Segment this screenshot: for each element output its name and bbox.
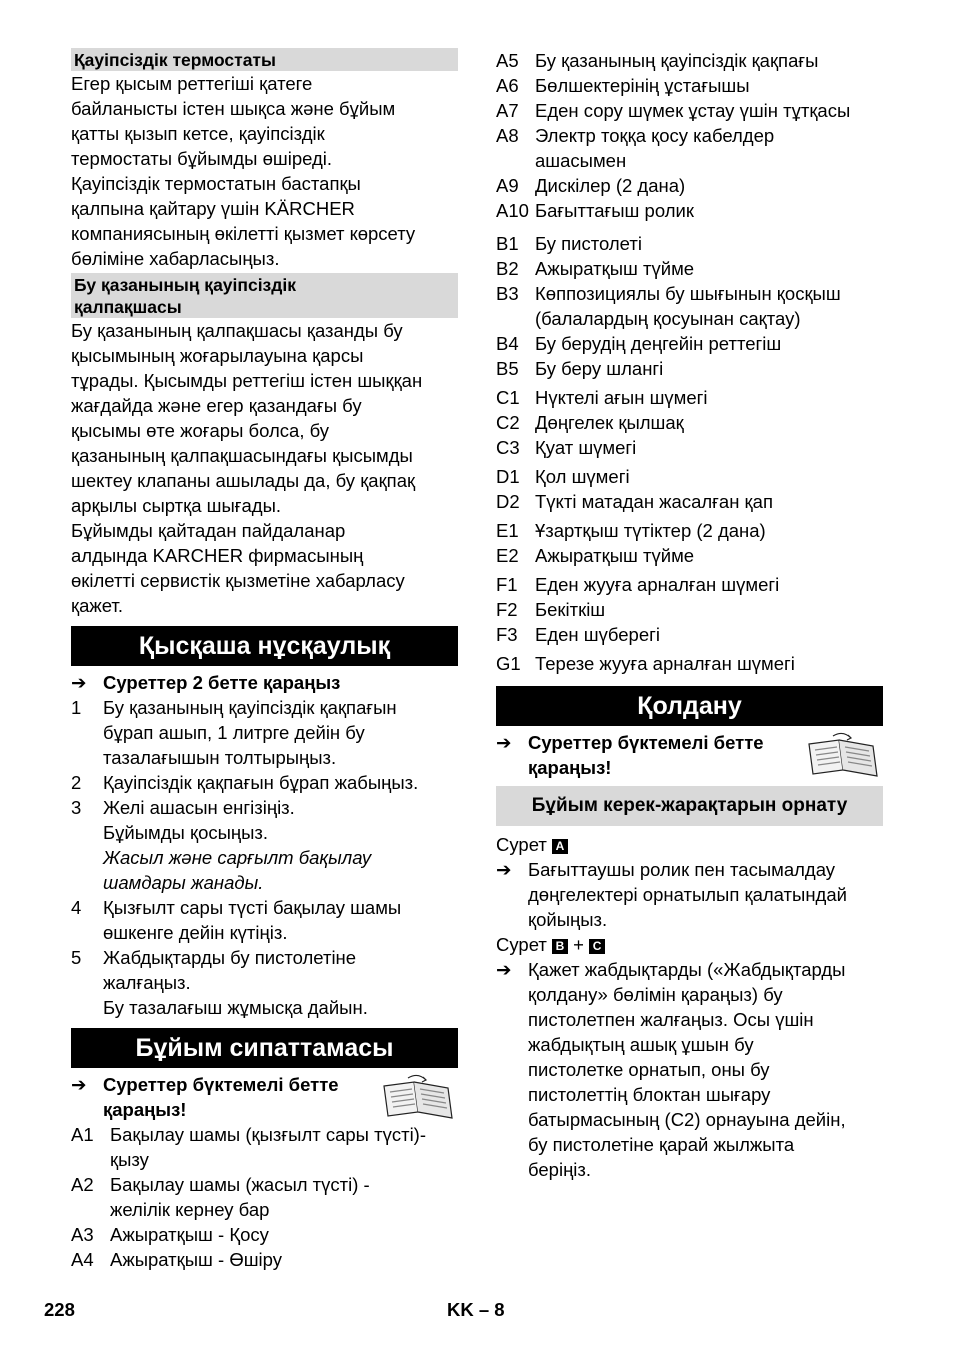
text-line: қажет. (71, 595, 123, 616)
text-line: Егер қысым реттегіші қатеге (71, 73, 313, 94)
legend-text: Дөңгелек қылшақ (535, 412, 684, 433)
list-item (71, 795, 458, 895)
instruction-text: пистолетпен жалғаңыз. Осы үшін (528, 1009, 814, 1030)
legend-item (496, 385, 883, 410)
text-line: қатты қызып кетсе, қауіпсіздік (71, 123, 325, 144)
figure-bc-instruction (496, 957, 883, 1182)
right-column (496, 48, 883, 1182)
legend-key: A9 (496, 175, 519, 196)
legend-key: A2 (71, 1174, 94, 1195)
step-text: өшкенге дейін күтіңіз. (103, 922, 288, 943)
text-line: қысымының жоғарылауына қарсы (71, 345, 364, 366)
instruction-text: Қажет жабдықтарды («Жабдықтарды (528, 959, 846, 980)
legend-group-g (496, 651, 883, 676)
step-result-text: Жасыл және сарғылт бақылау (103, 847, 372, 868)
legend-item (496, 622, 883, 647)
legend-item (71, 1122, 458, 1172)
note-text: Суреттер 2 бетте қараңыз (103, 672, 341, 693)
note-arrow-item (71, 1072, 339, 1122)
legend-text: Ажыратқыш - Өшіру (110, 1249, 283, 1270)
note-text: Суреттер бүктемелі бетте (528, 732, 764, 753)
heading-line: Бу қазанының қауіпсіздік (74, 275, 296, 295)
instruction-text: дөңгелектері орнатылып қалатындай (528, 884, 847, 905)
step-text: жалғаңыз. (103, 972, 191, 993)
heading-line: қалпақшасы (74, 297, 182, 317)
device-description-note (71, 1072, 458, 1122)
device-description-heading: Бұйым сипаттамасы (71, 1028, 458, 1068)
legend-text: Бу беру шлангі (535, 358, 664, 379)
legend-text: Ұзартқыш түтіктер (2 дана) (535, 520, 766, 541)
legend-item (496, 464, 883, 489)
legend-text: Ажыратқыш түйме (535, 545, 695, 566)
legend-item (71, 1222, 458, 1247)
legend-text: желілік кернеу бар (110, 1199, 270, 1220)
legend-text: Еден шүберегі (535, 624, 660, 645)
step-text: Бұйымды қосыңыз. (103, 822, 269, 843)
legend-key: A10 (496, 200, 529, 221)
legend-group-a (496, 48, 883, 223)
figure-a-instruction (496, 857, 883, 932)
instruction-text: беріңіз. (528, 1159, 592, 1180)
legend-left (71, 1122, 458, 1272)
note-text: Суреттер бүктемелі бетте (103, 1074, 339, 1095)
legend-text: Бақылау шамы (жасыл түсті) - (110, 1174, 370, 1195)
step-number: 3 (71, 797, 82, 818)
step-text: Қауіпсіздік қақпағын бұрап жабыңыз. (103, 772, 419, 793)
legend-item (496, 356, 883, 381)
legend-text: Түкті матадан жасалған қап (535, 491, 773, 512)
page-number: 228 (44, 1299, 75, 1320)
legend-key: B2 (496, 258, 519, 279)
legend-group-d (496, 464, 883, 514)
step-text: Бу тазалағыш жұмысқа дайын. (103, 997, 368, 1018)
legend-item (496, 231, 883, 256)
legend-item (496, 281, 883, 331)
right-arrow-icon: ➔ (71, 1074, 87, 1095)
figure-letter-c: C (589, 939, 605, 954)
text-line: байланысты істен шықса және бұйым (71, 98, 396, 119)
usage-note (496, 730, 883, 780)
legend-key: E2 (496, 545, 519, 566)
legend-text: ашасымен (535, 150, 627, 171)
text-line: Бұйымды қайтадан пайдаланар (71, 520, 346, 541)
legend-item (71, 1247, 458, 1272)
legend-text: Қуат шүмегі (535, 437, 637, 458)
usage-heading: Қолдану (496, 686, 883, 726)
legend-group-e (496, 518, 883, 568)
legend-text: Көппозициялы бу шығынын қосқыш (535, 283, 841, 304)
legend-text: Бөлшектерінің ұстағышы (535, 75, 750, 96)
right-arrow-icon: ➔ (71, 672, 87, 693)
figure-letter-b: B (552, 939, 568, 954)
legend-item (496, 48, 883, 73)
legend-group-f (496, 572, 883, 647)
quick-guide-steps (71, 695, 458, 1020)
legend-text: Бағыттағыш ролик (535, 200, 694, 221)
legend-key: A8 (496, 125, 519, 146)
text-line: Бу қазанының қалпақшасы қазанды бу (71, 320, 403, 341)
text-line: шектеу клапаны ашылады да, бу қақпақ (71, 470, 416, 491)
legend-key: F1 (496, 574, 518, 595)
text-line: арқылы сыртқа шығады. (71, 495, 282, 516)
legend-text: Ажыратқыш түйме (535, 258, 695, 279)
legend-key: B1 (496, 233, 519, 254)
text-line: қысымы өте жоғары болса, бу (71, 420, 330, 441)
step-number: 4 (71, 897, 82, 918)
legend-text: Терезе жууға арналған шүмегі (535, 653, 795, 674)
list-item (71, 895, 458, 945)
legend-text: Ажыратқыш - Қосу (110, 1224, 269, 1245)
step-number: 5 (71, 947, 82, 968)
legend-key: A3 (71, 1224, 94, 1245)
text-line: бөліміне хабарласыңыз. (71, 248, 280, 269)
thermostat-heading: Қауіпсіздік термостаты (71, 48, 458, 71)
step-text: тазалағышын толтырыңыз. (103, 747, 337, 768)
figure-label: Сурет (496, 934, 547, 955)
right-arrow-icon: ➔ (496, 732, 512, 753)
legend-item (496, 572, 883, 597)
step-text: Жабдықтарды бу пистолетіне (103, 947, 357, 968)
legend-item (496, 73, 883, 98)
text-line: қалпына қайтару үшін KÄRCHER (71, 198, 355, 219)
legend-text: Қол шүмегі (535, 466, 630, 487)
legend-key: B5 (496, 358, 519, 379)
list-item (71, 945, 458, 1020)
legend-group-c (496, 385, 883, 460)
note-arrow-item (496, 730, 764, 780)
text-line: тұрады. Қысымды реттегіш істен шыққан (71, 370, 423, 391)
legend-item (496, 518, 883, 543)
legend-item (496, 256, 883, 281)
legend-text: Электр тоққа қосу кабелдер (535, 125, 775, 146)
legend-item (496, 331, 883, 356)
legend-text: Бу пистолеті (535, 233, 642, 254)
legend-key: A7 (496, 100, 519, 121)
instruction-text: бу пистолетіне қарай жылжыта (528, 1134, 795, 1155)
legend-text: Дискілер (2 дана) (535, 175, 686, 196)
legend-text: қызу (110, 1149, 149, 1170)
note-text: қараңыз! (528, 757, 612, 778)
text-line: компаниясының өкілетті қызмет көрсету (71, 223, 416, 244)
instruction-text: қойыңыз. (528, 909, 608, 930)
legend-text: Бу қазанының қауіпсіздік қақпағы (535, 50, 819, 71)
text-line: термостаты бұйымды өшіреді. (71, 148, 333, 169)
legend-key: A1 (71, 1124, 94, 1145)
step-text: бұрап ашып, 1 литрге дейін бу (103, 722, 365, 743)
quick-guide-note (71, 670, 458, 695)
legend-key: F2 (496, 599, 518, 620)
step-text: Қызғылт сары түсті бақылау шамы (103, 897, 402, 918)
legend-text: Еден жууға арналған шүмегі (535, 574, 780, 595)
instruction-text: пистолеттің блоктан шығару (528, 1084, 771, 1105)
figure-label: Сурет (496, 834, 547, 855)
instruction-text: жабдықтың ашық ұшын бу (528, 1034, 754, 1055)
plus-sign: + (573, 934, 584, 955)
instruction-text: батырмасының (C2) орнауына дейін, (528, 1109, 846, 1130)
legend-text: Еден сору шүмек ұстау үшін тұтқасы (535, 100, 851, 121)
legend-key: D1 (496, 466, 520, 487)
figure-bc-ref (496, 932, 883, 957)
legend-item (496, 173, 883, 198)
legend-key: A6 (496, 75, 519, 96)
instruction-text: қолдану» бөлімін қараңыз) бу (528, 984, 783, 1005)
legend-key: A5 (496, 50, 519, 71)
text-line: қазанының қалпақшасындағы қысымды (71, 445, 413, 466)
text-line: өкілетті сервистік қызметіне хабарласу (71, 570, 405, 591)
step-text: Бу қазанының қауіпсіздік қақпағын (103, 697, 397, 718)
legend-key: A4 (71, 1249, 94, 1270)
right-arrow-icon: ➔ (496, 959, 512, 980)
legend-key: C1 (496, 387, 520, 408)
safety-cap-heading (71, 273, 458, 318)
text-line: жағдайда және егер қазандағы бу (71, 395, 362, 416)
legend-item (496, 123, 883, 173)
legend-key: C2 (496, 412, 520, 433)
quick-guide-heading: Қысқаша нұсқаулық (71, 626, 458, 666)
step-result-text: шамдары жанады. (103, 872, 264, 893)
text-line: алдында KARCHER фирмасының (71, 545, 364, 566)
thermostat-text (71, 71, 458, 271)
instruction-text: пистолетке орнатып, оны бу (528, 1059, 770, 1080)
legend-text: Нүктелі ағын шүмегі (535, 387, 708, 408)
legend-item (496, 435, 883, 460)
legend-item (496, 410, 883, 435)
legend-text: Бақылау шамы (қызғылт сары түсті)- (110, 1124, 426, 1145)
figure-a-ref (496, 832, 883, 857)
step-text: Желі ашасын енгізіңіз. (103, 797, 295, 818)
legend-item (496, 543, 883, 568)
legend-item (71, 1172, 458, 1222)
page-code: KK – 8 (447, 1299, 505, 1320)
legend-key: G1 (496, 653, 521, 674)
legend-group-b (496, 231, 883, 381)
legend-item (496, 489, 883, 514)
legend-key: C3 (496, 437, 520, 458)
list-item (71, 695, 458, 770)
legend-key: B4 (496, 333, 519, 354)
legend-text: (балалардың қосуынан сақтау) (535, 308, 801, 329)
legend-key: E1 (496, 520, 519, 541)
instruction-text: Бағыттаушы ролик пен тасымалдау (528, 859, 836, 880)
open-book-icon (378, 1072, 458, 1120)
left-column (71, 48, 458, 1272)
legend-text: Бекіткіш (535, 599, 606, 620)
open-book-icon (803, 730, 883, 778)
figure-letter-a: A (552, 839, 568, 854)
text-line: Қауіпсіздік термостатын бастапқы (71, 173, 361, 194)
install-accessories-heading: Бұйым керек-жарақтарын орнату (496, 786, 883, 826)
legend-item (496, 597, 883, 622)
step-number: 1 (71, 697, 82, 718)
legend-text: Бу берудің деңгейін реттегіш (535, 333, 782, 354)
legend-item (496, 98, 883, 123)
legend-item (496, 651, 883, 676)
list-item (71, 770, 458, 795)
right-arrow-icon: ➔ (496, 859, 512, 880)
step-number: 2 (71, 772, 82, 793)
note-text: қараңыз! (103, 1099, 187, 1120)
legend-key: B3 (496, 283, 519, 304)
legend-key: D2 (496, 491, 520, 512)
legend-item (496, 198, 883, 223)
legend-key: F3 (496, 624, 518, 645)
safety-cap-text (71, 318, 458, 618)
